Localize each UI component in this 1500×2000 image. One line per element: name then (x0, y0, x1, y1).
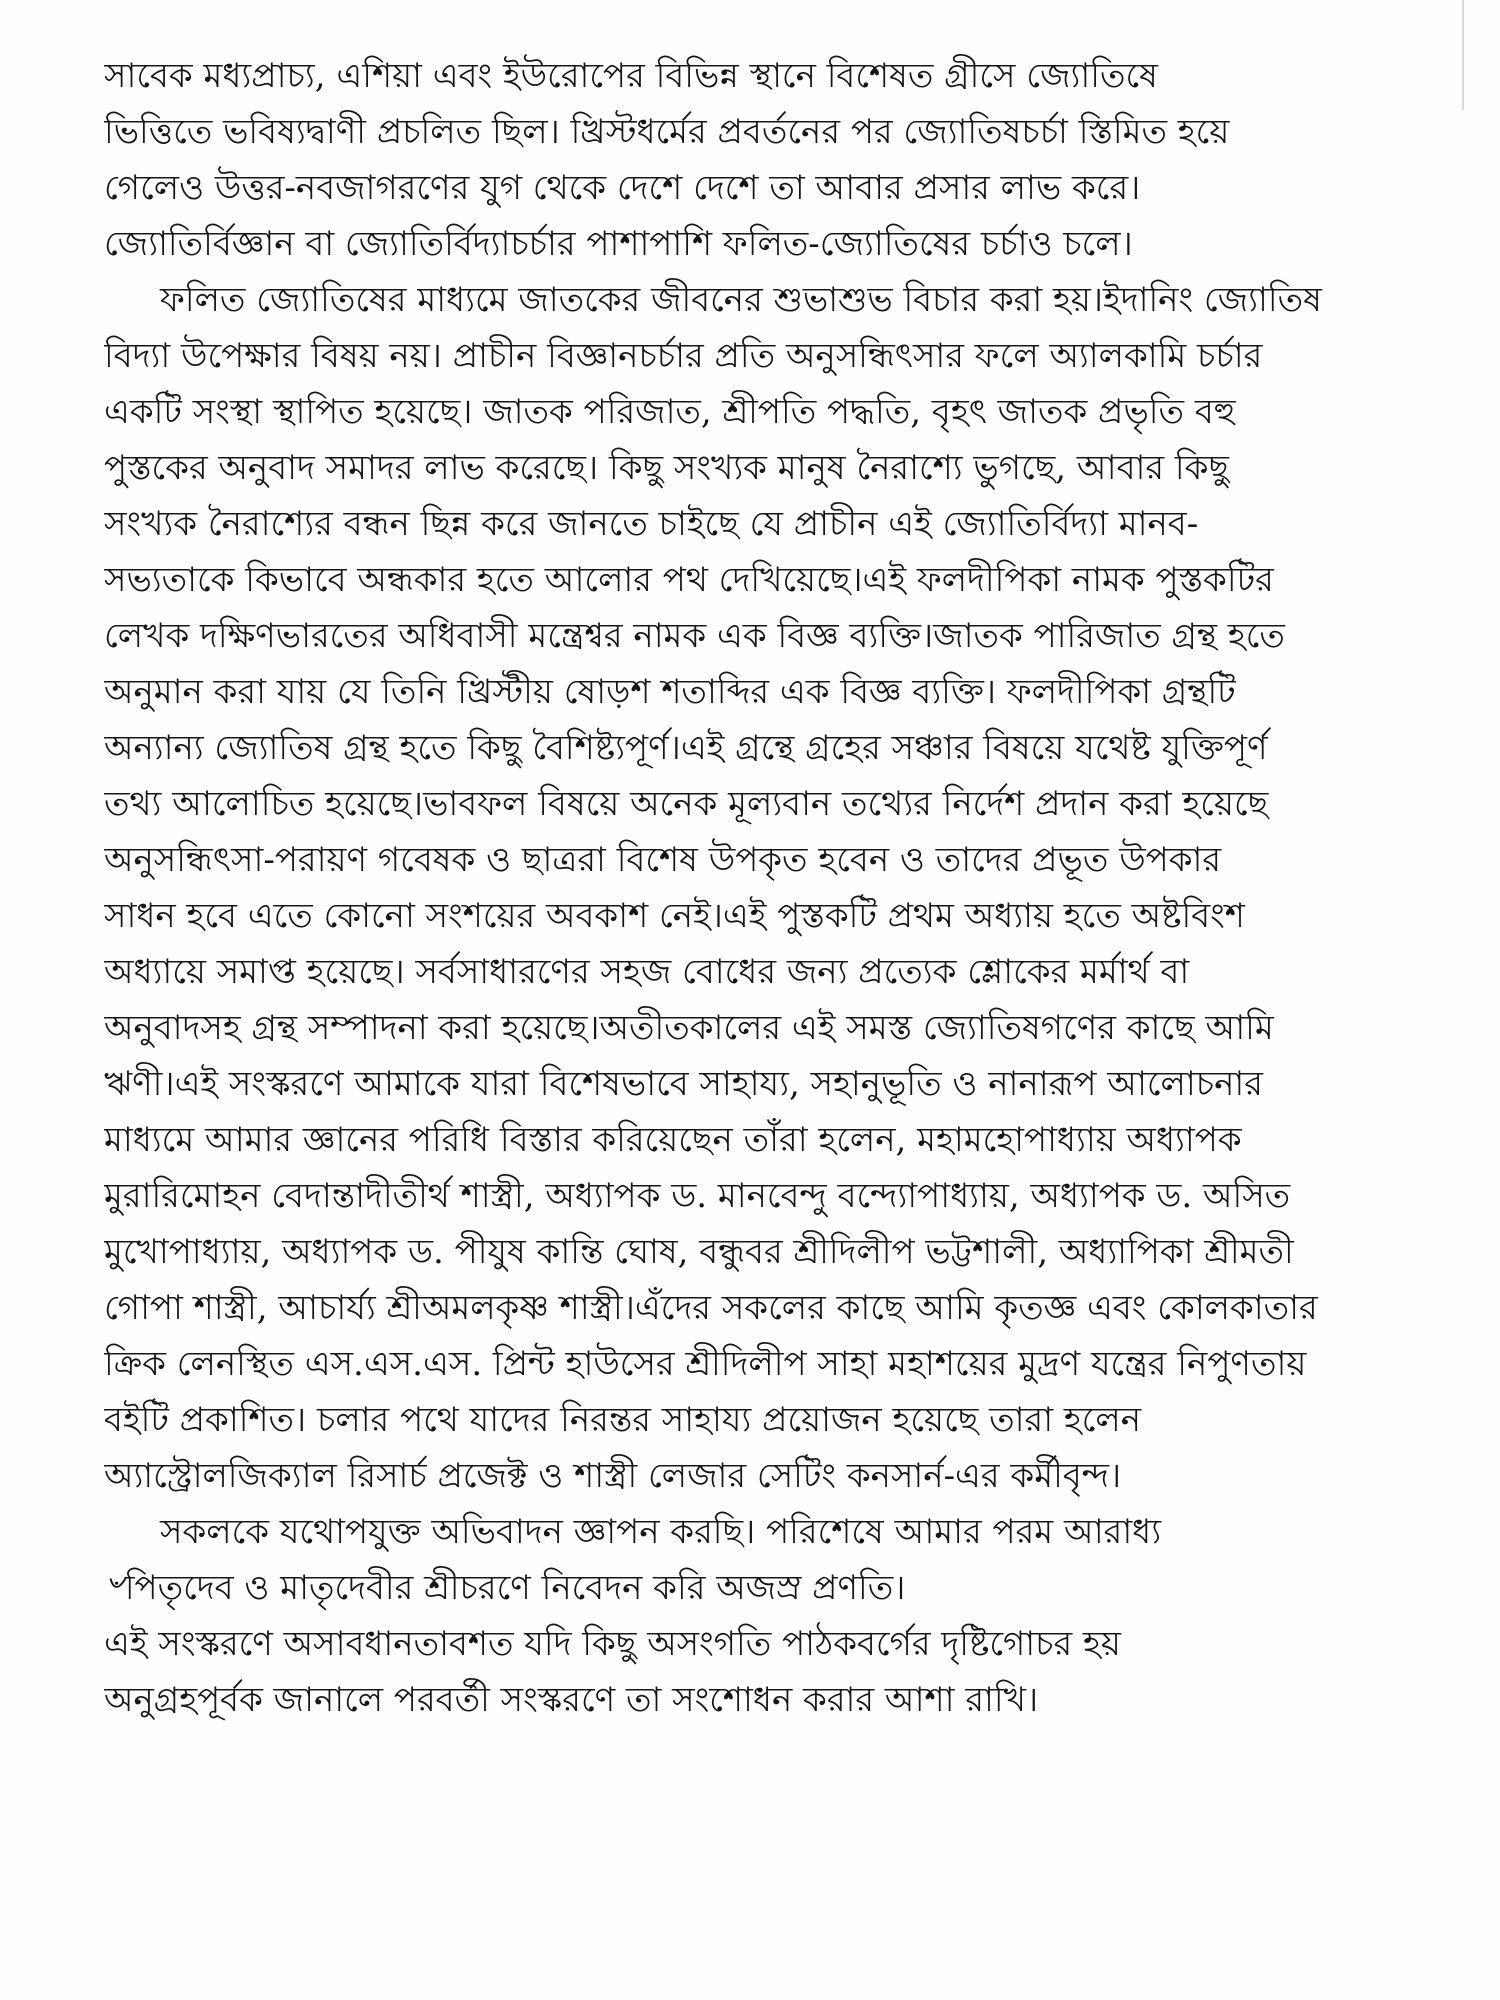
text-line: সভ্যতাকে কিভাবে অন্ধকার হতে আলোর পথ দেখিয়েছে।এই ফলদীপিকা নামক পুস্তকটির (104, 560, 1274, 600)
text-line: ঋণী।এই সংস্করণে আমাকে যারা বিশেষভাবে সাহায্য, সহানুভূতি ও নানারূপ আলোচনার (104, 1064, 1263, 1104)
text-line: বিদ্যা উপেক্ষার বিষয় নয়। প্রাচীন বিজ্ঞানচর্চার প্রতি অনুসন্ধিৎসার ফলে অ্যালকামি চর্চার (104, 336, 1263, 376)
text-line: তথ্য আলোচিত হয়েছে।ভাবফল বিষয়ে অনেক মূল্যবান তথ্যের নির্দেশ প্রদান করা হয়েছে (104, 784, 1269, 824)
text-line: মাধ্যমে আমার জ্ঞানের পরিধি বিস্তার করিয়েছেন তাঁরা হলেন, মহামহোপাধ্যায় অধ্যাপক (104, 1120, 1242, 1160)
text-line: গেলেও উত্তর-নবজাগরণের যুগ থেকে দেশে দেশে তা আবার প্রসার লাভ করে। (104, 168, 1141, 208)
text-line: গোপা শাস্ত্রী, আচার্য্য শ্রীঅমলকৃষ্ণ শাস্ত্রী।এঁদের সকলের কাছে আমি কৃতজ্ঞ এবং কোলকাতার (104, 1288, 1318, 1328)
text-line: অধ্যায়ে সমাপ্ত হয়েছে। সর্বসাধারণের সহজ বোধের জন্য প্রত্যেক শ্লোকের মর্মার্থ বা (104, 952, 1190, 992)
text-line: অ্যাস্ট্রোলজিক্যাল রিসার্চ প্রজেক্ট ও শাস্ত্রী লেজার সেটিং কনসার্ন-এর কর্মীবৃন্দ। (104, 1456, 1122, 1496)
text-line: সকলকে যথোপযুক্ত অভিবাদন জ্ঞাপন করছি। পরিশেষে আমার পরম আরাধ্য (160, 1512, 1162, 1552)
paragraph-2 (104, 272, 1414, 1504)
text-line: এই সংস্করণে অসাবধানতাবশত যদি কিছু অসংগতি পাঠকবর্গের দৃষ্টিগোচর হয় (104, 1624, 1121, 1664)
text-line: একটি সংস্থা স্থাপিত হয়েছে। জাতক পরিজাত, শ্রীপতি পদ্ধতি, বৃহৎ জাতক প্রভৃতি বহু (104, 392, 1236, 432)
text-line: অনুমান করা যায় যে তিনি খ্রিস্টীয় ষোড়শ শতাব্দির এক বিজ্ঞ ব্যক্তি। ফলদীপিকা গ্রন্থটি (104, 672, 1236, 712)
text-line: পুস্তকের অনুবাদ সমাদর লাভ করেছে। কিছু সংখ্যক মানুষ নৈরাশ্যে ভুগছে, আবার কিছু (104, 448, 1229, 488)
text-line: লেখক দক্ষিণভারতের অধিবাসী মন্ত্রেশ্বর নামক এক বিজ্ঞ ব্যক্তি।জাতক পারিজাত গ্রন্থ হতে (104, 616, 1285, 656)
text-line: ভিত্তিতে ভবিষ্যদ্বাণী প্রচলিত ছিল। খ্রিস্টধর্মের প্রবর্তনের পর জ্যোতিষচর্চা স্তিমিত হয়ে (104, 112, 1230, 152)
paragraph-3 (104, 1504, 1414, 1616)
paragraph-4 (104, 1616, 1414, 1728)
text-line: অনুবাদসহ গ্রন্থ সম্পাদনা করা হয়েছে।অতীতকালের এই সমস্ত জ্যোতিষগণের কাছে আমি (104, 1008, 1274, 1048)
text-line: বইটি প্রকাশিত। চলার পথে যাদের নিরন্তর সাহায্য প্রয়োজন হয়েছে তারা হলেন (104, 1400, 1142, 1440)
body-text (104, 48, 1414, 1728)
text-line: জ্যোতির্বিজ্ঞান বা জ্যোতির্বিদ্যাচর্চার পাশাপাশি ফলিত-জ্যোতিষের চর্চাও চলে। (104, 224, 1133, 264)
text-line: অনুসন্ধিৎসা-পরায়ণ গবেষক ও ছাত্ররা বিশেষ উপকৃত হবেন ও তাদের প্রভূত উপকার (104, 840, 1222, 880)
text-line: অনুগ্রহপূর্বক জানালে পরবর্তী সংস্করণে তা সংশোধন করার আশা রাখি। (104, 1680, 1039, 1720)
text-line: ৺পিতৃদেব ও মাতৃদেবীর শ্রীচরণে নিবেদন করি অজস্র প্রণতি। (104, 1568, 906, 1608)
text-line: অন্যান্য জ্যোতিষ গ্রন্থ হতে কিছু বৈশিষ্ট্যপূর্ণ।এই গ্রন্থে গ্রহের সঞ্চার বিষয়ে যথেষ্ট যুক্তিপূর্ণ (104, 728, 1268, 768)
text-line: মুরারিমোহন বেদান্তাদীতীর্থ শাস্ত্রী, অধ্যাপক ড. মানবেন্দু বন্দ্যোপাধ্যায়, অধ্যাপক ড. অসিত (104, 1176, 1291, 1216)
paragraph-1 (104, 48, 1414, 272)
text-line: ফলিত জ্যোতিষের মাধ্যমে জাতকের জীবনের শুভাশুভ বিচার করা হয়।ইদানিং জ্যোতিষ (160, 280, 1322, 320)
text-line: সংখ্যক নৈরাশ্যের বন্ধন ছিন্ন করে জানতে চাইছে যে প্রাচীন এই জ্যোতির্বিদ্যা মানব- (104, 504, 1199, 544)
text-line: ক্রিক লেনস্থিত এস.এস.এস. প্রিন্ট হাউসের শ্রীদিলীপ সাহা মহাশয়ের মুদ্রণ যন্ত্রের নিপুণতায় (104, 1344, 1307, 1384)
text-line: সাধন হবে এতে কোনো সংশয়ের অবকাশ নেই।এই পুস্তকটি প্রথম অধ্যায় হতে অষ্টবিংশ (104, 896, 1245, 936)
scan-edge-mark (1462, 0, 1464, 110)
text-line: মুখোপাধ্যায়, অধ্যাপক ড. পীযুষ কান্তি ঘোষ, বন্ধুবর শ্রীদিলীপ ভট্টশালী, অধ্যাপিকা শ্রীমতী (104, 1232, 1294, 1272)
text-line: সাবেক মধ্যপ্রাচ্য, এশিয়া এবং ইউরোপের বিভিন্ন স্থানে বিশেষত গ্রীসে জ্যোতিষে (104, 56, 1158, 96)
